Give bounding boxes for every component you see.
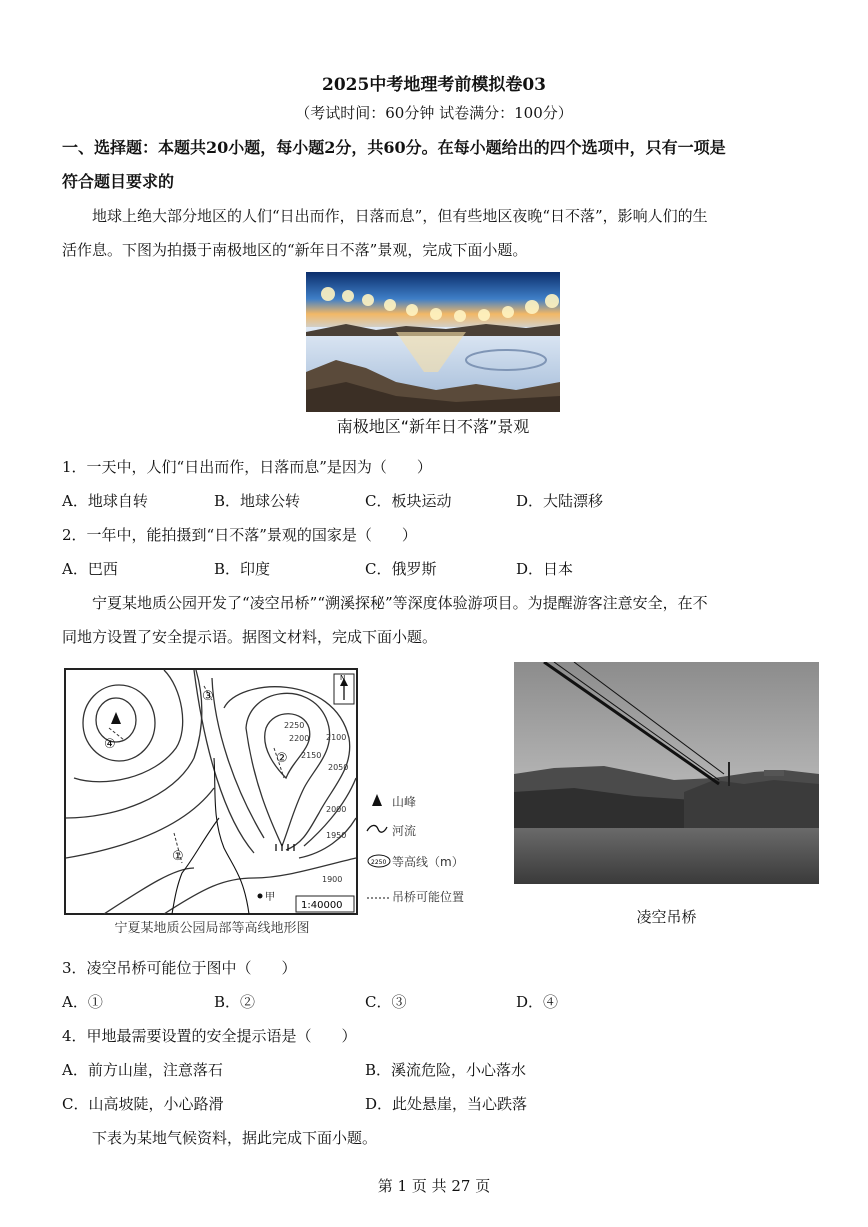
marker-2: ②: [276, 751, 288, 766]
q2-option-b[interactable]: B．印度: [214, 560, 271, 578]
contour-icon: [366, 851, 392, 869]
map-caption: 宁夏某地质公园局部等高线地形图: [114, 921, 310, 936]
page-number: 第 1 页 共 27 页: [377, 1177, 491, 1195]
q1-option-a[interactable]: A．地球自转: [62, 492, 148, 510]
svg-text:2250: 2250: [371, 859, 387, 866]
peak-icon: [370, 793, 384, 807]
svg-text:1900: 1900: [322, 875, 343, 884]
question-2-stem: 2．一年中，能拍摄到“日不落”景观的国家是（ ）: [62, 526, 417, 544]
marker-4: ④: [104, 737, 116, 752]
svg-text:2150: 2150: [301, 751, 322, 760]
svg-text:2050: 2050: [328, 763, 349, 772]
dashed-line-icon: [366, 893, 390, 903]
q4-option-b[interactable]: B．溪流危险，小心落水: [365, 1061, 527, 1079]
svg-text:2200: 2200: [289, 734, 310, 743]
svg-text:2250: 2250: [284, 721, 305, 730]
svg-text:N: N: [340, 674, 346, 682]
point-jia: 甲: [265, 892, 275, 903]
passage1-line2: 活作息。下图为拍摄于南极地区的“新年日不落”景观，完成下面小题。: [62, 241, 528, 259]
section-heading-line1: 一、选择题：本题共20小题，每小题2分，共60分。在每小题给出的四个选项中，只有一项是: [62, 138, 726, 157]
q2-option-d[interactable]: D．日本: [516, 560, 574, 578]
passage2-line2: 同地方设置了安全提示语。据图文材料，完成下面小题。: [62, 628, 438, 646]
contour-map: [64, 668, 360, 916]
q4-option-a[interactable]: A．前方山崖，注意落石: [62, 1061, 223, 1079]
section-heading-line2: 符合题目要求的: [62, 172, 175, 191]
bridge-caption: 凌空吊桥: [636, 908, 697, 926]
passage1-line1: 地球上绝大部分地区的人们“日出而作，日落而息”，但有些地区夜晚“日不落”，影响人们的生: [92, 207, 708, 225]
page-title: 2025中考地理考前模拟卷03: [322, 75, 546, 95]
map-scale: 1:40000: [301, 900, 343, 911]
photo-caption: 南极地区“新年日不落”景观: [336, 417, 530, 436]
passage3-line1: 下表为某地气候资料，据此完成下面小题。: [92, 1129, 378, 1147]
q1-option-c[interactable]: C．板块运动: [365, 492, 452, 510]
q3-option-d[interactable]: D．④: [516, 993, 559, 1011]
q2-option-a[interactable]: A．巴西: [62, 560, 118, 578]
q3-option-c[interactable]: C．③: [365, 993, 407, 1011]
svg-text:1950: 1950: [326, 831, 347, 840]
q1-option-b[interactable]: B．地球公转: [214, 492, 301, 510]
q1-option-d[interactable]: D．大陆漂移: [516, 492, 604, 510]
map-legend: 山峰 河流 2250 等高线（m） 吊桥可能位置: [366, 793, 486, 913]
q4-option-d[interactable]: D．此处悬崖，当心跌落: [365, 1095, 528, 1113]
marker-1: ①: [172, 849, 184, 864]
question-1-stem: 1．一天中，人们“日出而作，日落而息”是因为（ ）: [62, 458, 432, 476]
q4-option-c[interactable]: C．山高坡陡，小心路滑: [62, 1095, 224, 1113]
antarctic-photo: [306, 272, 560, 412]
q2-option-c[interactable]: C．俄罗斯: [365, 560, 437, 578]
exam-info: （考试时间：60分钟 试卷满分：100分）: [295, 104, 573, 122]
question-4-stem: 4．甲地最需要设置的安全提示语是（ ）: [62, 1027, 357, 1045]
bridge-photo: [514, 662, 819, 884]
passage2-line1: 宁夏某地质公园开发了“凌空吊桥”“溯溪探秘”等深度体验游项目。为提醒游客注意安全，在不: [92, 594, 708, 612]
q3-option-a[interactable]: A．①: [62, 993, 103, 1011]
q3-option-b[interactable]: B．②: [214, 993, 256, 1011]
river-icon: [366, 822, 388, 836]
marker-3: ③: [202, 689, 214, 704]
svg-text:2000: 2000: [326, 805, 347, 814]
svg-text:2100: 2100: [326, 733, 347, 742]
question-3-stem: 3．凌空吊桥可能位于图中（ ）: [62, 959, 297, 977]
